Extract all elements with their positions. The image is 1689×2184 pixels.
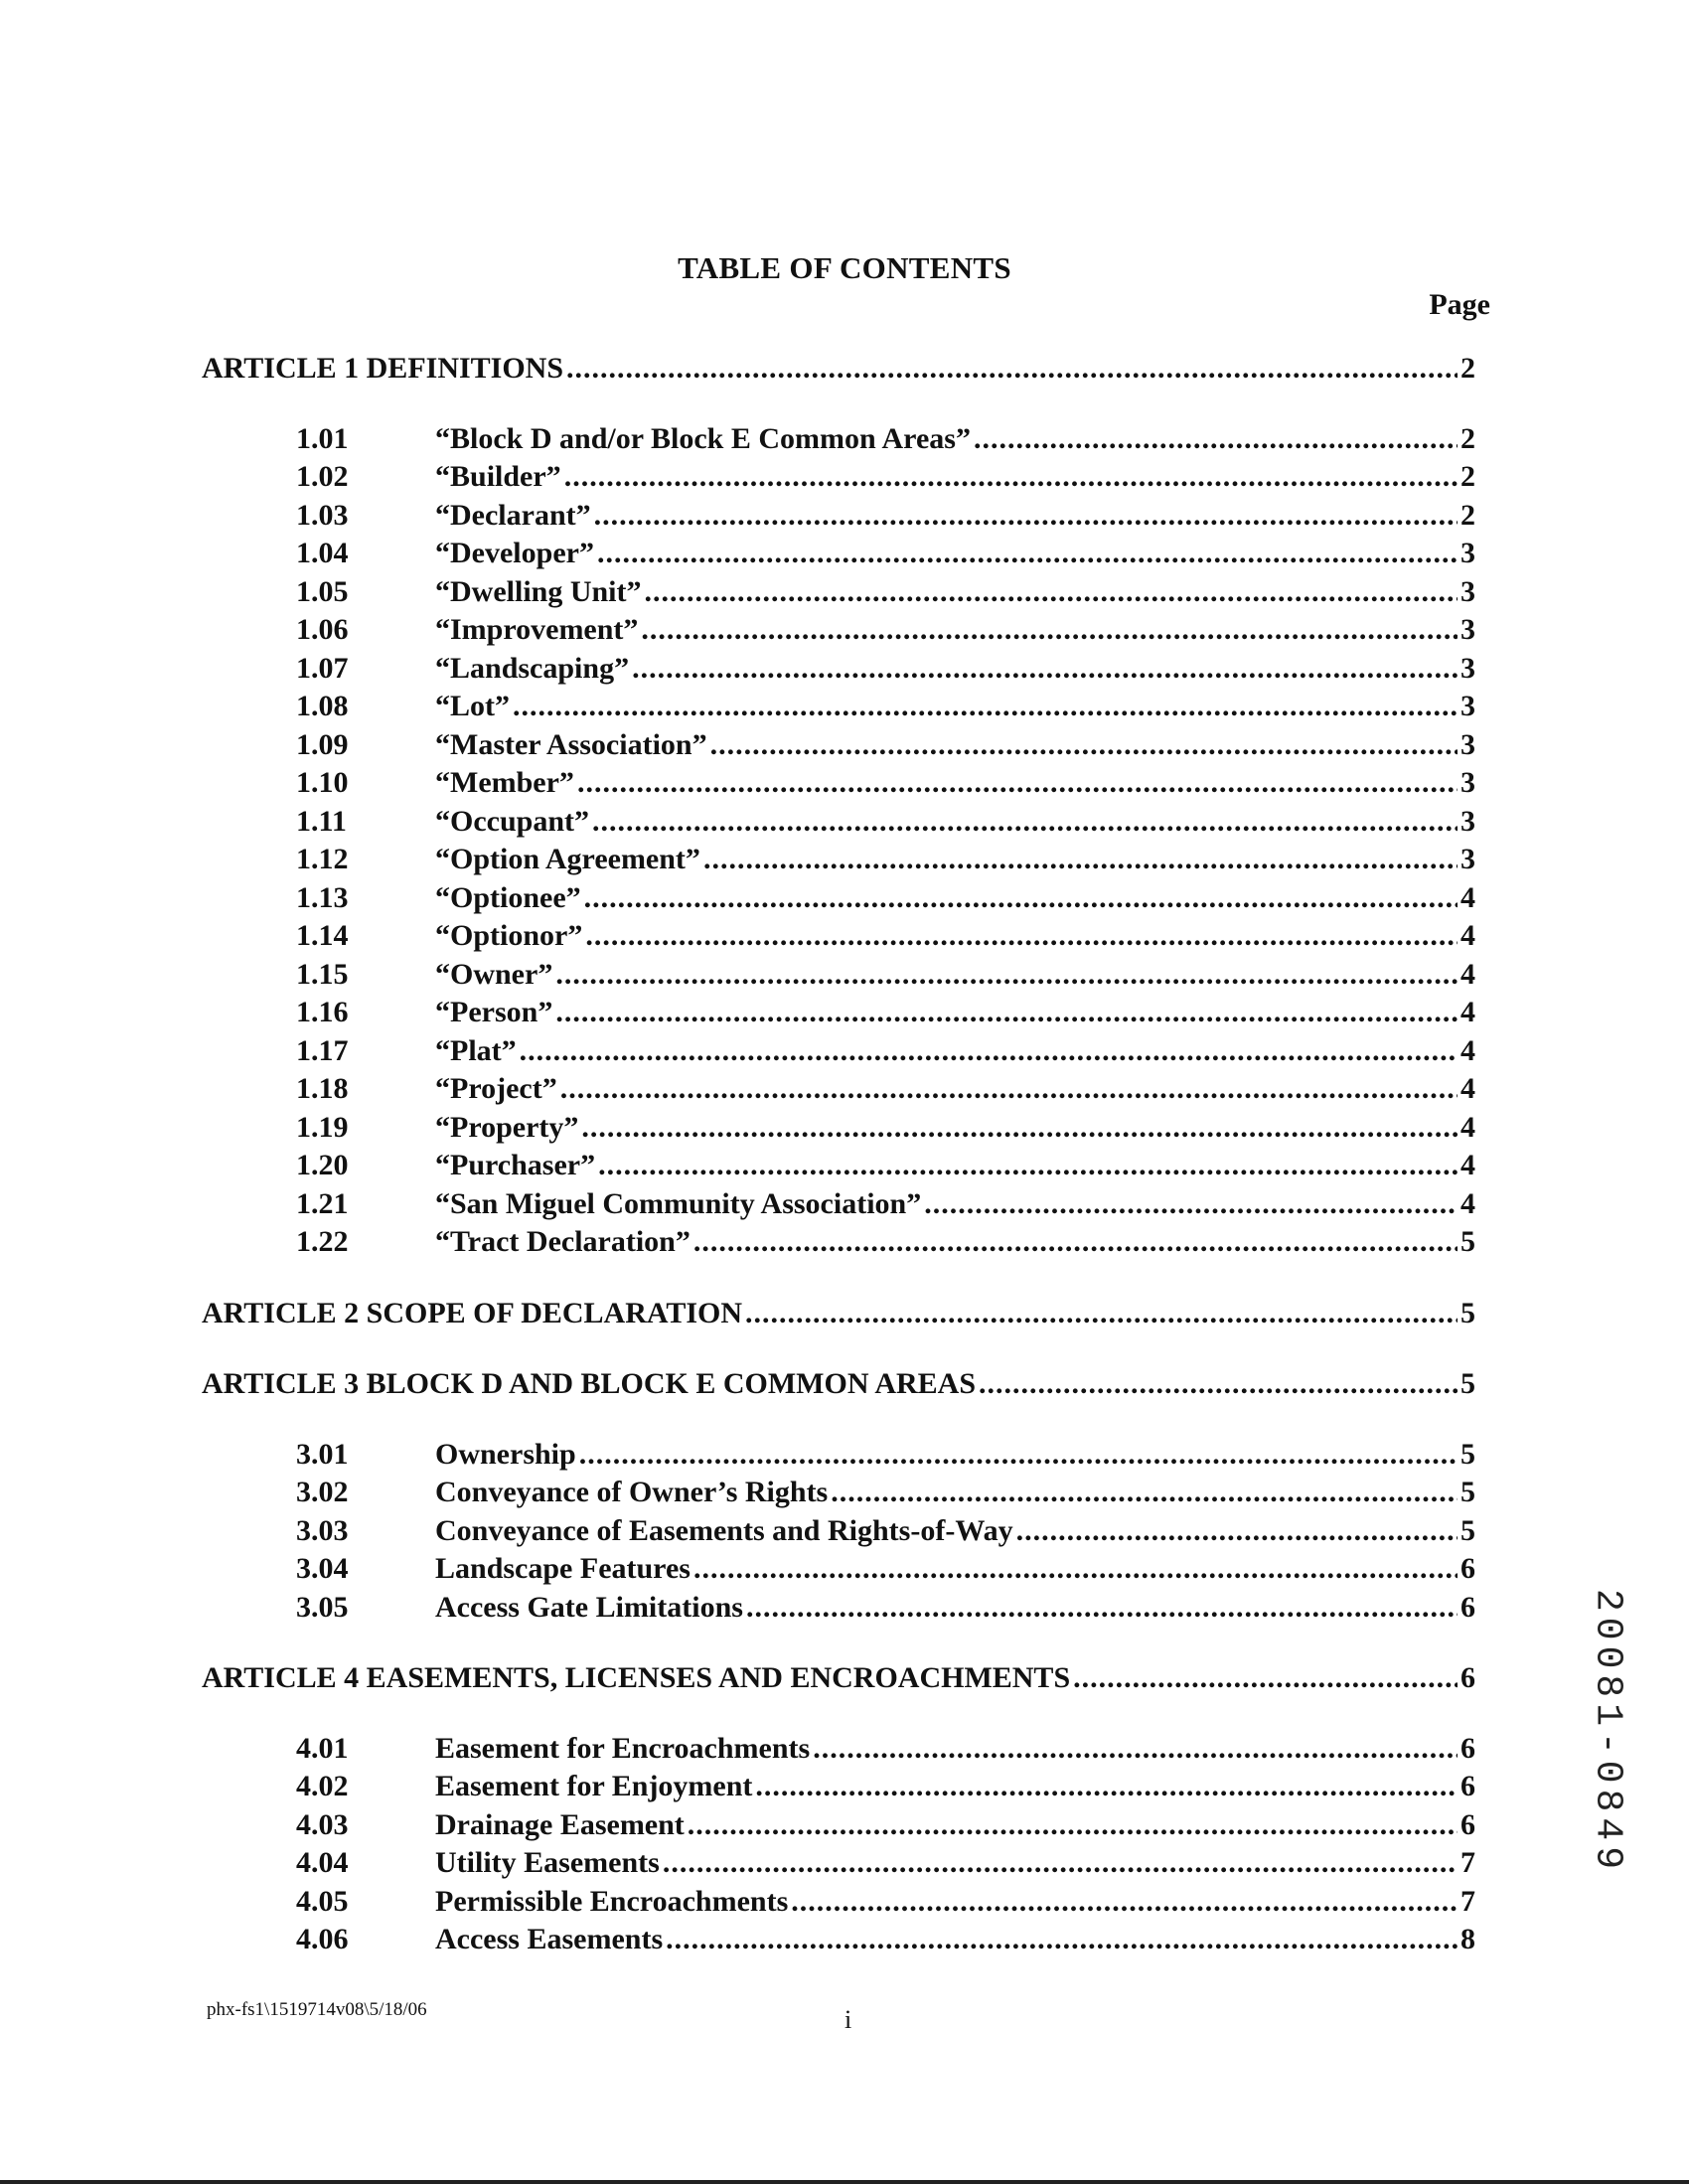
section-title: “Declarant” [435, 498, 591, 532]
section-title: Conveyance of Owner’s Rights [435, 1476, 829, 1508]
article-title: ARTICLE 1 DEFINITIONS [202, 352, 564, 385]
dot-leader [693, 1550, 1458, 1589]
dot-leader [598, 1147, 1458, 1185]
section-number: 1.21 [296, 1186, 349, 1220]
section-title: Drainage Easement [435, 1807, 685, 1841]
page-number: 4 [1460, 1033, 1475, 1067]
page-number: 3 [1460, 651, 1475, 685]
dot-leader [579, 1436, 1458, 1475]
section-number: 1.11 [296, 804, 347, 838]
dot-leader [585, 917, 1458, 956]
page-number: 4 [1460, 1149, 1475, 1181]
section-title: Easement for Enjoyment [435, 1770, 753, 1802]
toc-section-entry [296, 1921, 1475, 1959]
section-number: 4.02 [296, 1770, 349, 1802]
article-title: ARTICLE 2 SCOPE OF DECLARATION [202, 1296, 743, 1329]
toc-section-entry [296, 497, 1475, 536]
spacer [0, 1404, 1689, 1436]
page-number: 3 [1460, 843, 1475, 875]
page-number: 4 [1460, 919, 1475, 952]
section-title: “Plat” [435, 1033, 517, 1067]
section-number: 1.09 [296, 727, 349, 761]
dot-leader [632, 650, 1458, 689]
section-number: 4.01 [296, 1731, 349, 1765]
dot-leader [581, 1109, 1458, 1148]
toc-section-entry [296, 1223, 1475, 1262]
dot-leader [831, 1474, 1458, 1512]
toc-section-entry [296, 1147, 1475, 1185]
section-number: 1.10 [296, 766, 349, 799]
section-number: 4.03 [296, 1807, 349, 1841]
page-number: 3 [1460, 766, 1475, 799]
dot-leader [688, 1806, 1458, 1845]
dot-leader [566, 350, 1458, 389]
toc-article-entry [202, 1365, 1475, 1404]
spacer [0, 1332, 1689, 1365]
section-title: “Block D and/or Block E Common Areas” [435, 421, 971, 455]
section-number: 1.08 [296, 690, 349, 722]
page-number: 3 [1460, 537, 1475, 569]
spacer [0, 1698, 1689, 1730]
section-title: Access Easements [435, 1923, 664, 1955]
dot-leader [979, 1365, 1458, 1404]
article-title: ARTICLE 4 EASEMENTS, LICENSES AND ENCROACHMENTS [202, 1661, 1071, 1694]
dot-leader [641, 611, 1458, 650]
dot-leader [710, 726, 1458, 765]
toc-section-entry [296, 917, 1475, 956]
section-number: 3.01 [296, 1437, 349, 1471]
toc-article-entry [202, 1659, 1475, 1698]
toc-section-entry [296, 1109, 1475, 1148]
section-number: 1.07 [296, 651, 349, 685]
page-number: 4 [1460, 1110, 1475, 1144]
section-title: “Member” [435, 766, 574, 799]
toc-section-entry [296, 1436, 1475, 1475]
toc-section-entry [296, 1032, 1475, 1071]
toc-section-entry [296, 1185, 1475, 1224]
section-title: Conveyance of Easements and Rights-of-Way [435, 1513, 1013, 1547]
dot-leader [594, 497, 1458, 536]
toc-section-entry [296, 650, 1475, 689]
page-number: 5 [1460, 1513, 1475, 1547]
table-of-contents [0, 350, 1689, 1959]
page-number: 6 [1460, 1661, 1475, 1694]
dot-leader [746, 1589, 1458, 1628]
toc-section-entry [296, 535, 1475, 573]
section-number: 1.19 [296, 1110, 349, 1144]
toc-section-entry [296, 1474, 1475, 1512]
section-title: “Tract Declaration” [435, 1225, 691, 1258]
footer-page-number: i [844, 2005, 852, 2034]
section-number: 1.01 [296, 421, 349, 455]
dot-leader [520, 1032, 1458, 1071]
dot-leader [577, 764, 1458, 803]
dot-leader [555, 994, 1458, 1032]
page-title: TABLE OF CONTENTS [678, 250, 1011, 285]
page-number: 5 [1460, 1437, 1475, 1471]
page-column-header: Page [1429, 288, 1490, 321]
section-title: “Owner” [435, 957, 553, 991]
page-number: 4 [1460, 1072, 1475, 1105]
page-number: 3 [1460, 613, 1475, 646]
section-title: “Option Agreement” [435, 843, 700, 875]
section-title: “Project” [435, 1072, 557, 1105]
section-number: 1.05 [296, 574, 349, 608]
section-title: “Builder” [435, 460, 561, 493]
section-number: 1.02 [296, 460, 349, 493]
dot-leader [1016, 1512, 1458, 1551]
dot-leader [560, 1070, 1458, 1109]
page-number: 5 [1460, 1296, 1475, 1329]
section-number: 1.03 [296, 498, 349, 532]
section-title: “Landscaping” [435, 651, 630, 685]
page-number: 5 [1460, 1225, 1475, 1258]
section-title: Ownership [435, 1437, 576, 1471]
section-title: “Optionor” [435, 919, 583, 952]
toc-section-entry [296, 1070, 1475, 1109]
page-number: 3 [1460, 804, 1475, 838]
toc-section-entry [296, 879, 1475, 918]
toc-section-entry [296, 1512, 1475, 1551]
dot-leader [592, 803, 1458, 842]
page-number: 7 [1460, 1846, 1475, 1879]
section-title: “Lot” [435, 690, 510, 722]
spacer [0, 1627, 1689, 1659]
toc-section-entry [296, 1844, 1475, 1883]
page-number: 4 [1460, 880, 1475, 914]
page-number: 3 [1460, 727, 1475, 761]
spacer [0, 389, 1689, 420]
section-number: 4.06 [296, 1923, 349, 1955]
section-title: “Dwelling Unit” [435, 574, 642, 608]
dot-leader [555, 956, 1458, 995]
toc-section-entry [296, 956, 1475, 995]
section-title: Easement for Encroachments [435, 1731, 811, 1765]
page-number: 6 [1460, 1552, 1475, 1585]
section-title: “Property” [435, 1110, 579, 1144]
page-number: 2 [1460, 460, 1475, 493]
dot-leader [663, 1844, 1458, 1883]
section-title: Permissible Encroachments [435, 1884, 789, 1918]
section-title: Utility Easements [435, 1846, 660, 1879]
page-number: 3 [1460, 690, 1475, 722]
section-title: “Master Association” [435, 727, 707, 761]
toc-section-entry [296, 1768, 1475, 1806]
section-number: 3.05 [296, 1590, 349, 1624]
toc-article-entry [202, 350, 1475, 389]
dot-leader [813, 1730, 1458, 1769]
toc-section-entry [296, 1589, 1475, 1628]
footer-doc-code: phx-fs1\1519714v08\5/18/06 [207, 1999, 427, 2020]
toc-section-entry [296, 803, 1475, 842]
section-title: “San Miguel Community Association” [435, 1186, 922, 1220]
page-number: 8 [1460, 1923, 1475, 1955]
page-number: 6 [1460, 1770, 1475, 1802]
section-number: 1.16 [296, 996, 349, 1028]
dot-leader [693, 1223, 1458, 1262]
section-title: Access Gate Limitations [435, 1590, 743, 1624]
dot-leader [584, 879, 1458, 918]
page-number: 2 [1460, 498, 1475, 532]
section-number: 3.02 [296, 1476, 349, 1508]
section-title: “Developer” [435, 537, 594, 569]
toc-section-entry [296, 573, 1475, 612]
toc-section-entry [296, 688, 1475, 726]
dot-leader [974, 420, 1458, 459]
section-number: 1.14 [296, 919, 349, 952]
section-number: 4.04 [296, 1846, 349, 1879]
toc-section-entry [296, 611, 1475, 650]
section-title: “Purchaser” [435, 1149, 596, 1181]
section-number: 1.20 [296, 1149, 349, 1181]
toc-section-entry [296, 458, 1475, 497]
section-number: 3.04 [296, 1552, 349, 1585]
spacer [0, 1262, 1689, 1295]
dot-leader [564, 458, 1458, 497]
toc-section-entry [296, 1730, 1475, 1769]
toc-section-entry [296, 1806, 1475, 1845]
dot-leader [703, 841, 1458, 879]
section-title: “Occupant” [435, 804, 590, 838]
toc-section-entry [296, 420, 1475, 459]
section-number: 1.15 [296, 957, 349, 991]
section-number: 1.04 [296, 537, 349, 569]
page-number: 6 [1460, 1807, 1475, 1841]
section-number: 1.18 [296, 1072, 349, 1105]
toc-section-entry [296, 1550, 1475, 1589]
dot-leader [755, 1768, 1458, 1806]
article-title: ARTICLE 3 BLOCK D AND BLOCK E COMMON AREAS [202, 1367, 977, 1400]
section-title: “Optionee” [435, 880, 581, 914]
scan-edge-line [0, 2180, 1689, 2184]
toc-section-entry [296, 726, 1475, 765]
recording-stamp [1568, 1588, 1647, 1876]
section-number: 3.03 [296, 1513, 349, 1547]
page-number: 3 [1460, 574, 1475, 608]
section-title: “Improvement” [435, 613, 639, 646]
page-number: 6 [1460, 1731, 1475, 1765]
recording-stamp-text: 20081-0849 [1586, 1588, 1629, 1876]
section-number: 1.17 [296, 1033, 349, 1067]
section-title: Landscape Features [435, 1552, 691, 1585]
toc-section-entry [296, 1883, 1475, 1922]
page-number: 6 [1460, 1590, 1475, 1624]
dot-leader [1073, 1659, 1458, 1698]
page-number: 5 [1460, 1367, 1475, 1400]
page-number: 4 [1460, 1186, 1475, 1220]
dot-leader [666, 1921, 1458, 1959]
dot-leader [745, 1295, 1458, 1333]
section-title: “Person” [435, 996, 553, 1028]
toc-section-entry [296, 841, 1475, 879]
section-number: 4.05 [296, 1884, 349, 1918]
toc-section-entry [296, 764, 1475, 803]
page-number: 5 [1460, 1476, 1475, 1508]
page-number: 7 [1460, 1884, 1475, 1918]
dot-leader [924, 1185, 1458, 1224]
page-number: 4 [1460, 996, 1475, 1028]
section-number: 1.06 [296, 613, 349, 646]
section-number: 1.13 [296, 880, 349, 914]
section-number: 1.22 [296, 1225, 349, 1258]
page-number: 2 [1460, 421, 1475, 455]
dot-leader [791, 1883, 1458, 1922]
section-number: 1.12 [296, 843, 349, 875]
dot-leader [645, 573, 1458, 612]
dot-leader [597, 535, 1458, 573]
page-number: 4 [1460, 957, 1475, 991]
toc-section-entry [296, 994, 1475, 1032]
page-number: 2 [1460, 352, 1475, 385]
toc-article-entry [202, 1295, 1475, 1333]
dot-leader [513, 688, 1458, 726]
